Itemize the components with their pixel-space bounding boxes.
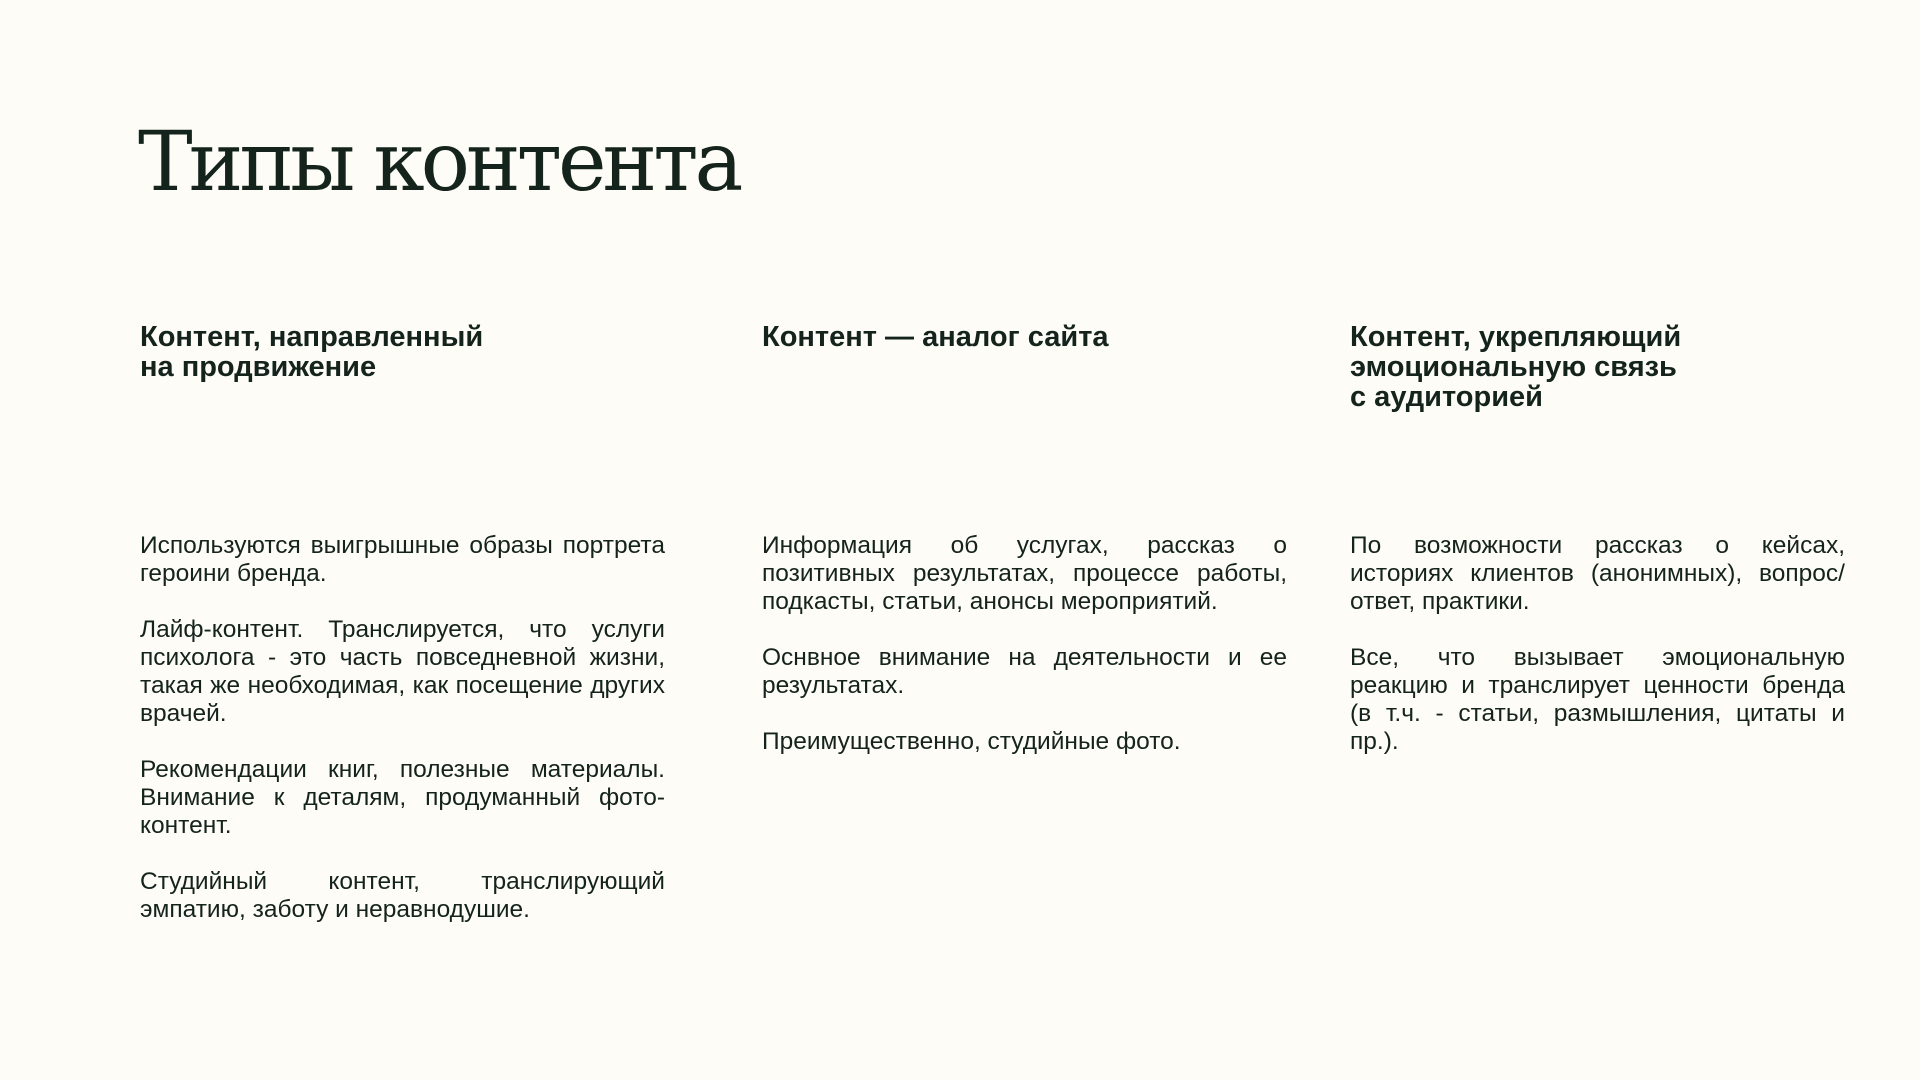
column-heading-line: с аудиторией	[1350, 381, 1543, 413]
column-paragraph: Используются выигрышные образы портрета героини бренда.	[140, 532, 665, 587]
column-paragraph: По возможности рассказ о кейсах, историях клиентов (анонимных), вопрос/ответ, практики.	[1350, 532, 1845, 615]
content-column-emotional-connection	[1350, 322, 1845, 784]
column-heading	[1350, 322, 1845, 532]
column-paragraph: Информация об услугах, рассказ о позитивных результатах, процессе работы, подкасты, статьи, анонсы мероприятий.	[762, 532, 1287, 615]
column-paragraph: Оснвное внимание на деятельности и ее результатах.	[762, 644, 1287, 699]
column-heading-line: на продвижение	[140, 351, 377, 383]
column-heading	[762, 322, 1287, 532]
column-heading	[140, 322, 665, 532]
column-heading-line: Контент — аналог сайта	[762, 321, 1109, 353]
column-heading-line: Контент, направленный	[140, 321, 484, 353]
column-heading-line: Контент, укрепляющий	[1350, 321, 1682, 353]
page-title: Типы контента	[138, 115, 740, 210]
column-heading-line: эмоциональную связь	[1350, 351, 1677, 383]
column-paragraph: Все, что вызывает эмоциональную реакцию и транслирует ценности бренда (в т.ч. - статьи, размышления, цитаты и пр.).	[1350, 644, 1845, 755]
content-column-promotion	[140, 322, 665, 952]
column-paragraph: Преимущественно, студийные фото.	[762, 728, 1181, 755]
column-paragraph: Лайф-контент. Транслируется, что услуги психолога - это часть повседневной жизни, такая же необходимая, как посещение других врачей.	[140, 616, 665, 727]
column-paragraph: Студийный контент, транслирующий эмпатию, заботу и неравнодушие.	[140, 868, 665, 923]
content-column-site-analog	[762, 322, 1287, 784]
column-paragraph: Рекомендации книг, полезные материалы. Внимание к деталям, продуманный фото-контент.	[140, 756, 665, 839]
